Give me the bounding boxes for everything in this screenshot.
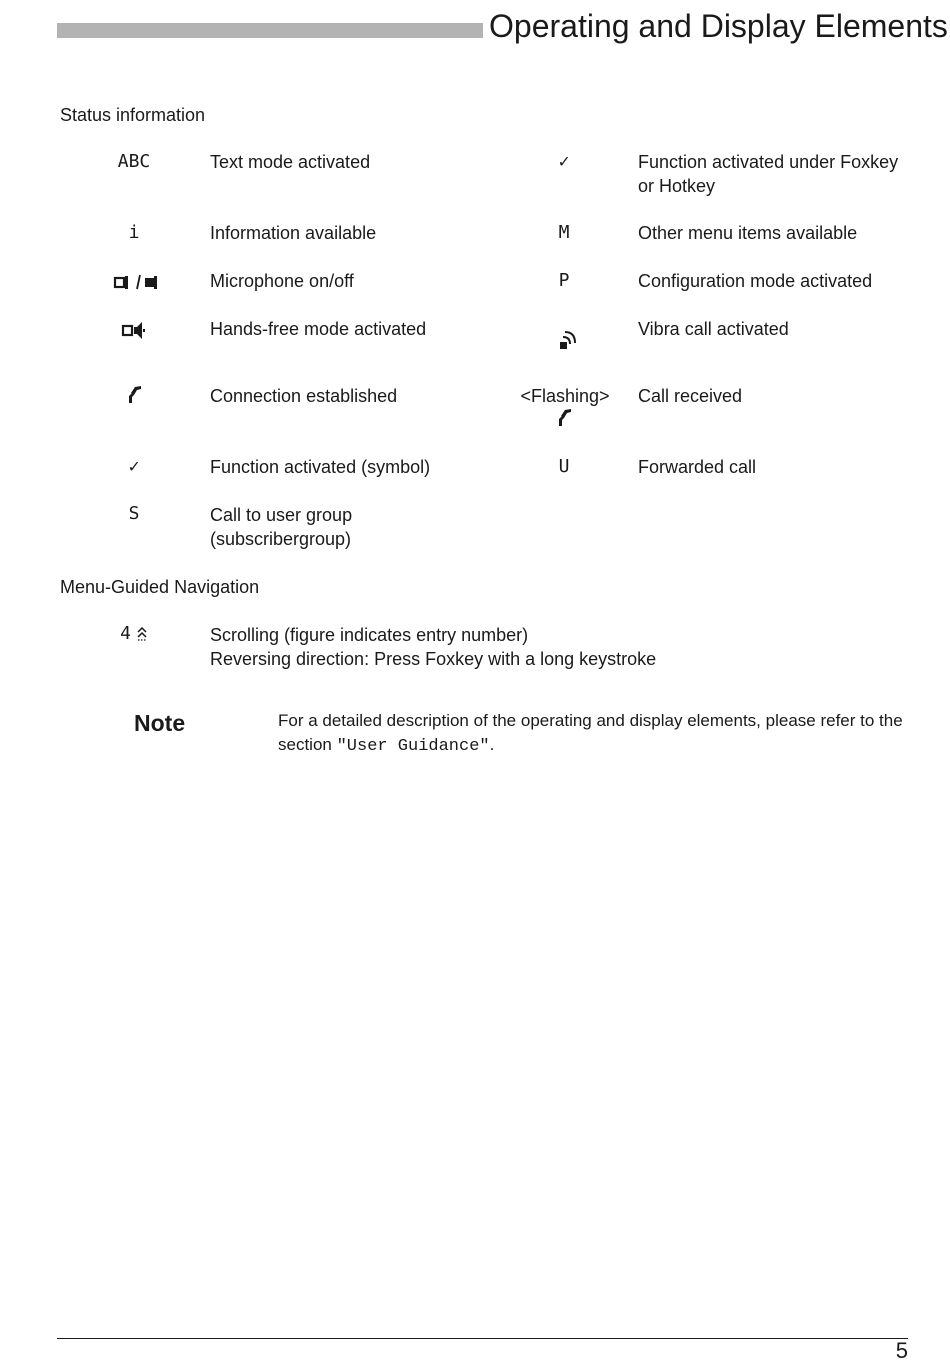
note-text-end: . [489,735,495,754]
footer-rule [57,1338,908,1339]
scroll-desc-line2: Reversing direction: Press Foxkey with a long keystroke [210,649,657,669]
page-number: 5 [895,1338,908,1363]
forward-symbol: U [558,456,570,477]
note-text [278,709,908,759]
text-mode-desc: Text mode activated [210,152,371,172]
note-section-reference: "User Guidance" [336,737,490,756]
header-bar [57,23,483,38]
scroll-arrows-icon [136,627,148,641]
flashing-label: <Flashing> [520,386,610,406]
info-symbol: i [128,222,140,243]
scroll-indicator [104,622,164,646]
text-mode-symbol: ABC [117,151,151,172]
vibra-icon [534,330,594,352]
menu-symbol: M [558,222,570,243]
menu-items-desc: Other menu items available [638,223,858,243]
call-received-desc: Call received [638,386,743,406]
note-text-main: For a detailed description of the operating and display elements, please refer to the section [278,711,903,754]
status-section-title: Status information [60,105,206,125]
handsfree-icon [104,319,164,341]
forwarded-desc: Forwarded call [638,457,757,477]
foxkey-function-desc: Function activated under Foxkey or Hotkey [638,152,899,196]
scroll-desc-line1: Scrolling (figure indicates entry number) [210,625,529,645]
config-symbol: P [558,270,570,291]
function-symbol-desc: Function activated (symbol) [210,457,431,477]
check-icon: ✓ [558,151,570,172]
handset-icon [104,383,164,405]
connection-desc: Connection established [210,386,398,406]
check-icon: ✓ [128,456,140,477]
info-desc: Information available [210,223,377,243]
config-desc: Configuration mode activated [638,271,873,291]
group-symbol: S [128,503,140,524]
vibra-desc: Vibra call activated [638,319,789,339]
microphone-on-off-icon [104,271,164,293]
note-label: Note [134,710,186,736]
handset-icon [534,406,594,428]
handsfree-desc: Hands-free mode activated [210,319,427,339]
group-desc: Call to user group (subscribergroup) [210,505,353,549]
microphone-desc: Microphone on/off [210,271,354,291]
page-title: Operating and Display Elements [489,8,948,44]
scroll-entry-number: 4 [120,623,131,644]
menu-section-title: Menu-Guided Navigation [60,577,260,597]
